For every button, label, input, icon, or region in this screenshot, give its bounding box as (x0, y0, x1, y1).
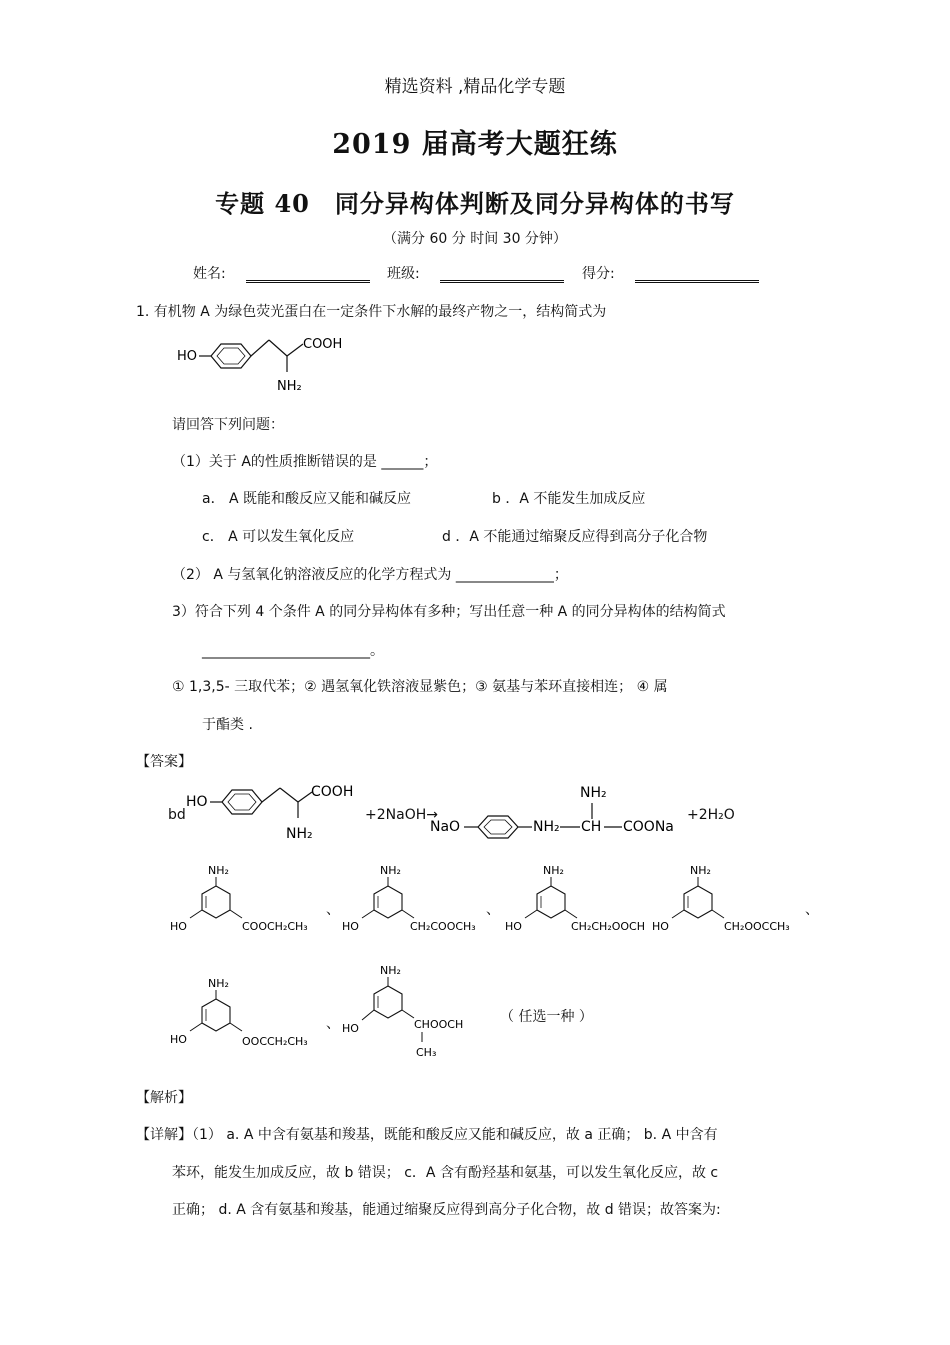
plus-naoh: +2NaOH→ (365, 807, 438, 823)
class-label: 班级: (387, 266, 420, 282)
svg-text:CH₂CH₂OOCH: CH₂CH₂OOCH (571, 920, 645, 933)
q1-option-d: d ．A 不能通过缩聚反应得到高分子化合物 (442, 529, 708, 545)
svg-text:HO: HO (170, 1033, 187, 1046)
svg-text:NaO: NaO (430, 819, 461, 835)
name-label: 姓名: (193, 266, 226, 282)
page-header: 精选资料 ,精品化学专题 (384, 77, 566, 97)
svg-text:CH₃: CH₃ (416, 1046, 437, 1059)
q3-conditions-cont: 于酯类 . (202, 717, 253, 733)
ho-label: HO (177, 349, 198, 364)
svg-text:NH₂: NH₂ (533, 819, 560, 835)
question-prompt: 请回答下列问题： (172, 417, 284, 433)
score-label: 得分: (582, 266, 615, 282)
svg-text:NH₂: NH₂ (543, 864, 564, 877)
answer-label: 【答案】 (136, 754, 192, 770)
svg-text:COONa: COONa (623, 819, 674, 835)
analysis-line-1: 【详解】（1） a. A 中含有氨基和羧基，既能和酸反应又能和碱反应，故 a 正确； b. A 中含有 (136, 1127, 718, 1143)
svg-text:NH₂: NH₂ (208, 977, 229, 990)
analysis-label: 【解析】 (136, 1090, 192, 1106)
class-blank (440, 264, 564, 283)
nh2-label: NH₂ (277, 379, 302, 394)
isomer-structure-6 (340, 962, 500, 1062)
question-stem: 1. 有机物 A 为绿色荧光蛋白在一定条件下水解的最终产物之一，结构简式为 (136, 304, 607, 320)
isomer-sep-4: 、 (326, 1016, 340, 1032)
isomer-structure-4 (650, 862, 810, 942)
analysis-line-2: 苯环，能发生加成反应，故 b 错误； c．A 含有酚羟基和氨基，可以发生氧化反应，故 c (172, 1165, 719, 1181)
svg-text:HO: HO (186, 794, 208, 810)
exam-meta: （满分 60 分 时间 30 分钟） (383, 231, 567, 247)
svg-text:HO: HO (505, 920, 522, 933)
svg-text:NH₂: NH₂ (690, 864, 711, 877)
isomer-sep-1: 、 (326, 902, 340, 918)
isomer-structure-1 (168, 862, 328, 942)
q1-option-b: b ．A 不能发生加成反应 (492, 491, 646, 507)
svg-text:NH₂: NH₂ (380, 964, 401, 977)
svg-text:OOCCH₂CH₃: OOCCH₂CH₃ (242, 1035, 308, 1048)
svg-text:NH₂: NH₂ (580, 785, 607, 801)
svg-text:HO: HO (342, 920, 359, 933)
svg-text:CH₂OOCCH₃: CH₂OOCCH₃ (724, 920, 790, 933)
svg-text:NH₂: NH₂ (380, 864, 401, 877)
class-field (387, 263, 564, 283)
answer-bd: bd (168, 807, 186, 823)
q1-option-c: c． A 可以发生氧化反应 (202, 529, 355, 545)
name-field (193, 263, 370, 283)
score-field (582, 263, 759, 283)
svg-text:HO: HO (652, 920, 669, 933)
page-title: 2019 届高考大题狂练 (332, 129, 618, 160)
svg-text:CH₂COOCH₃: CH₂COOCH₃ (410, 920, 476, 933)
svg-text:CHOOCH: CHOOCH (414, 1018, 464, 1031)
score-blank (635, 264, 759, 283)
name-blank (246, 264, 370, 283)
choose-note: （ 任选一种 ） (500, 1009, 593, 1025)
isomer-sep-3: 、 (805, 902, 819, 918)
q2-text: （2） A 与氢氧化钠溶液反应的化学方程式为 ______________； (172, 567, 568, 583)
product-structure (428, 783, 690, 845)
page-subtitle: 专题 40 同分异构体判断及同分异构体的书写 (215, 189, 735, 218)
svg-text:HO: HO (170, 920, 187, 933)
isomer-sep-2: 、 (486, 902, 500, 918)
q3-conditions: ① 1,3,5- 三取代苯；② 遇氢氧化铁溶液显紫色；③ 氨基与苯环直接相连； ④ 属 (172, 679, 668, 695)
structure-a (175, 332, 355, 400)
svg-text:COOCH₂CH₃: COOCH₂CH₃ (242, 920, 308, 933)
q1-option-a: a． A 既能和酸反应又能和碱反应 (202, 491, 412, 507)
q3-text: 3）符合下列 4 个条件 A 的同分异构体有多种；写出任意一种 A 的同分异构体的结构简式 (172, 604, 726, 620)
analysis-line-3: 正确； d. A 含有氨基和羧基，能通过缩聚反应得到高分子化合物，故 d 错误；故答案为: (172, 1202, 721, 1218)
svg-text:COOH: COOH (311, 784, 354, 800)
svg-text:NH₂: NH₂ (208, 864, 229, 877)
q3-blank: ________________________。 (202, 643, 384, 659)
svg-text:NH₂: NH₂ (286, 826, 313, 842)
svg-text:CH: CH (581, 819, 602, 835)
q1-text: （1）关于 A的性质推断错误的是 ______； (172, 454, 438, 470)
isomer-structure-5 (168, 975, 328, 1055)
plus-water: +2H₂O (687, 807, 735, 823)
svg-text:HO: HO (342, 1022, 359, 1035)
isomer-structure-3 (503, 862, 663, 942)
isomer-structure-2 (340, 862, 500, 942)
reactant-structure (184, 780, 364, 844)
cooh-label: COOH (303, 337, 343, 352)
